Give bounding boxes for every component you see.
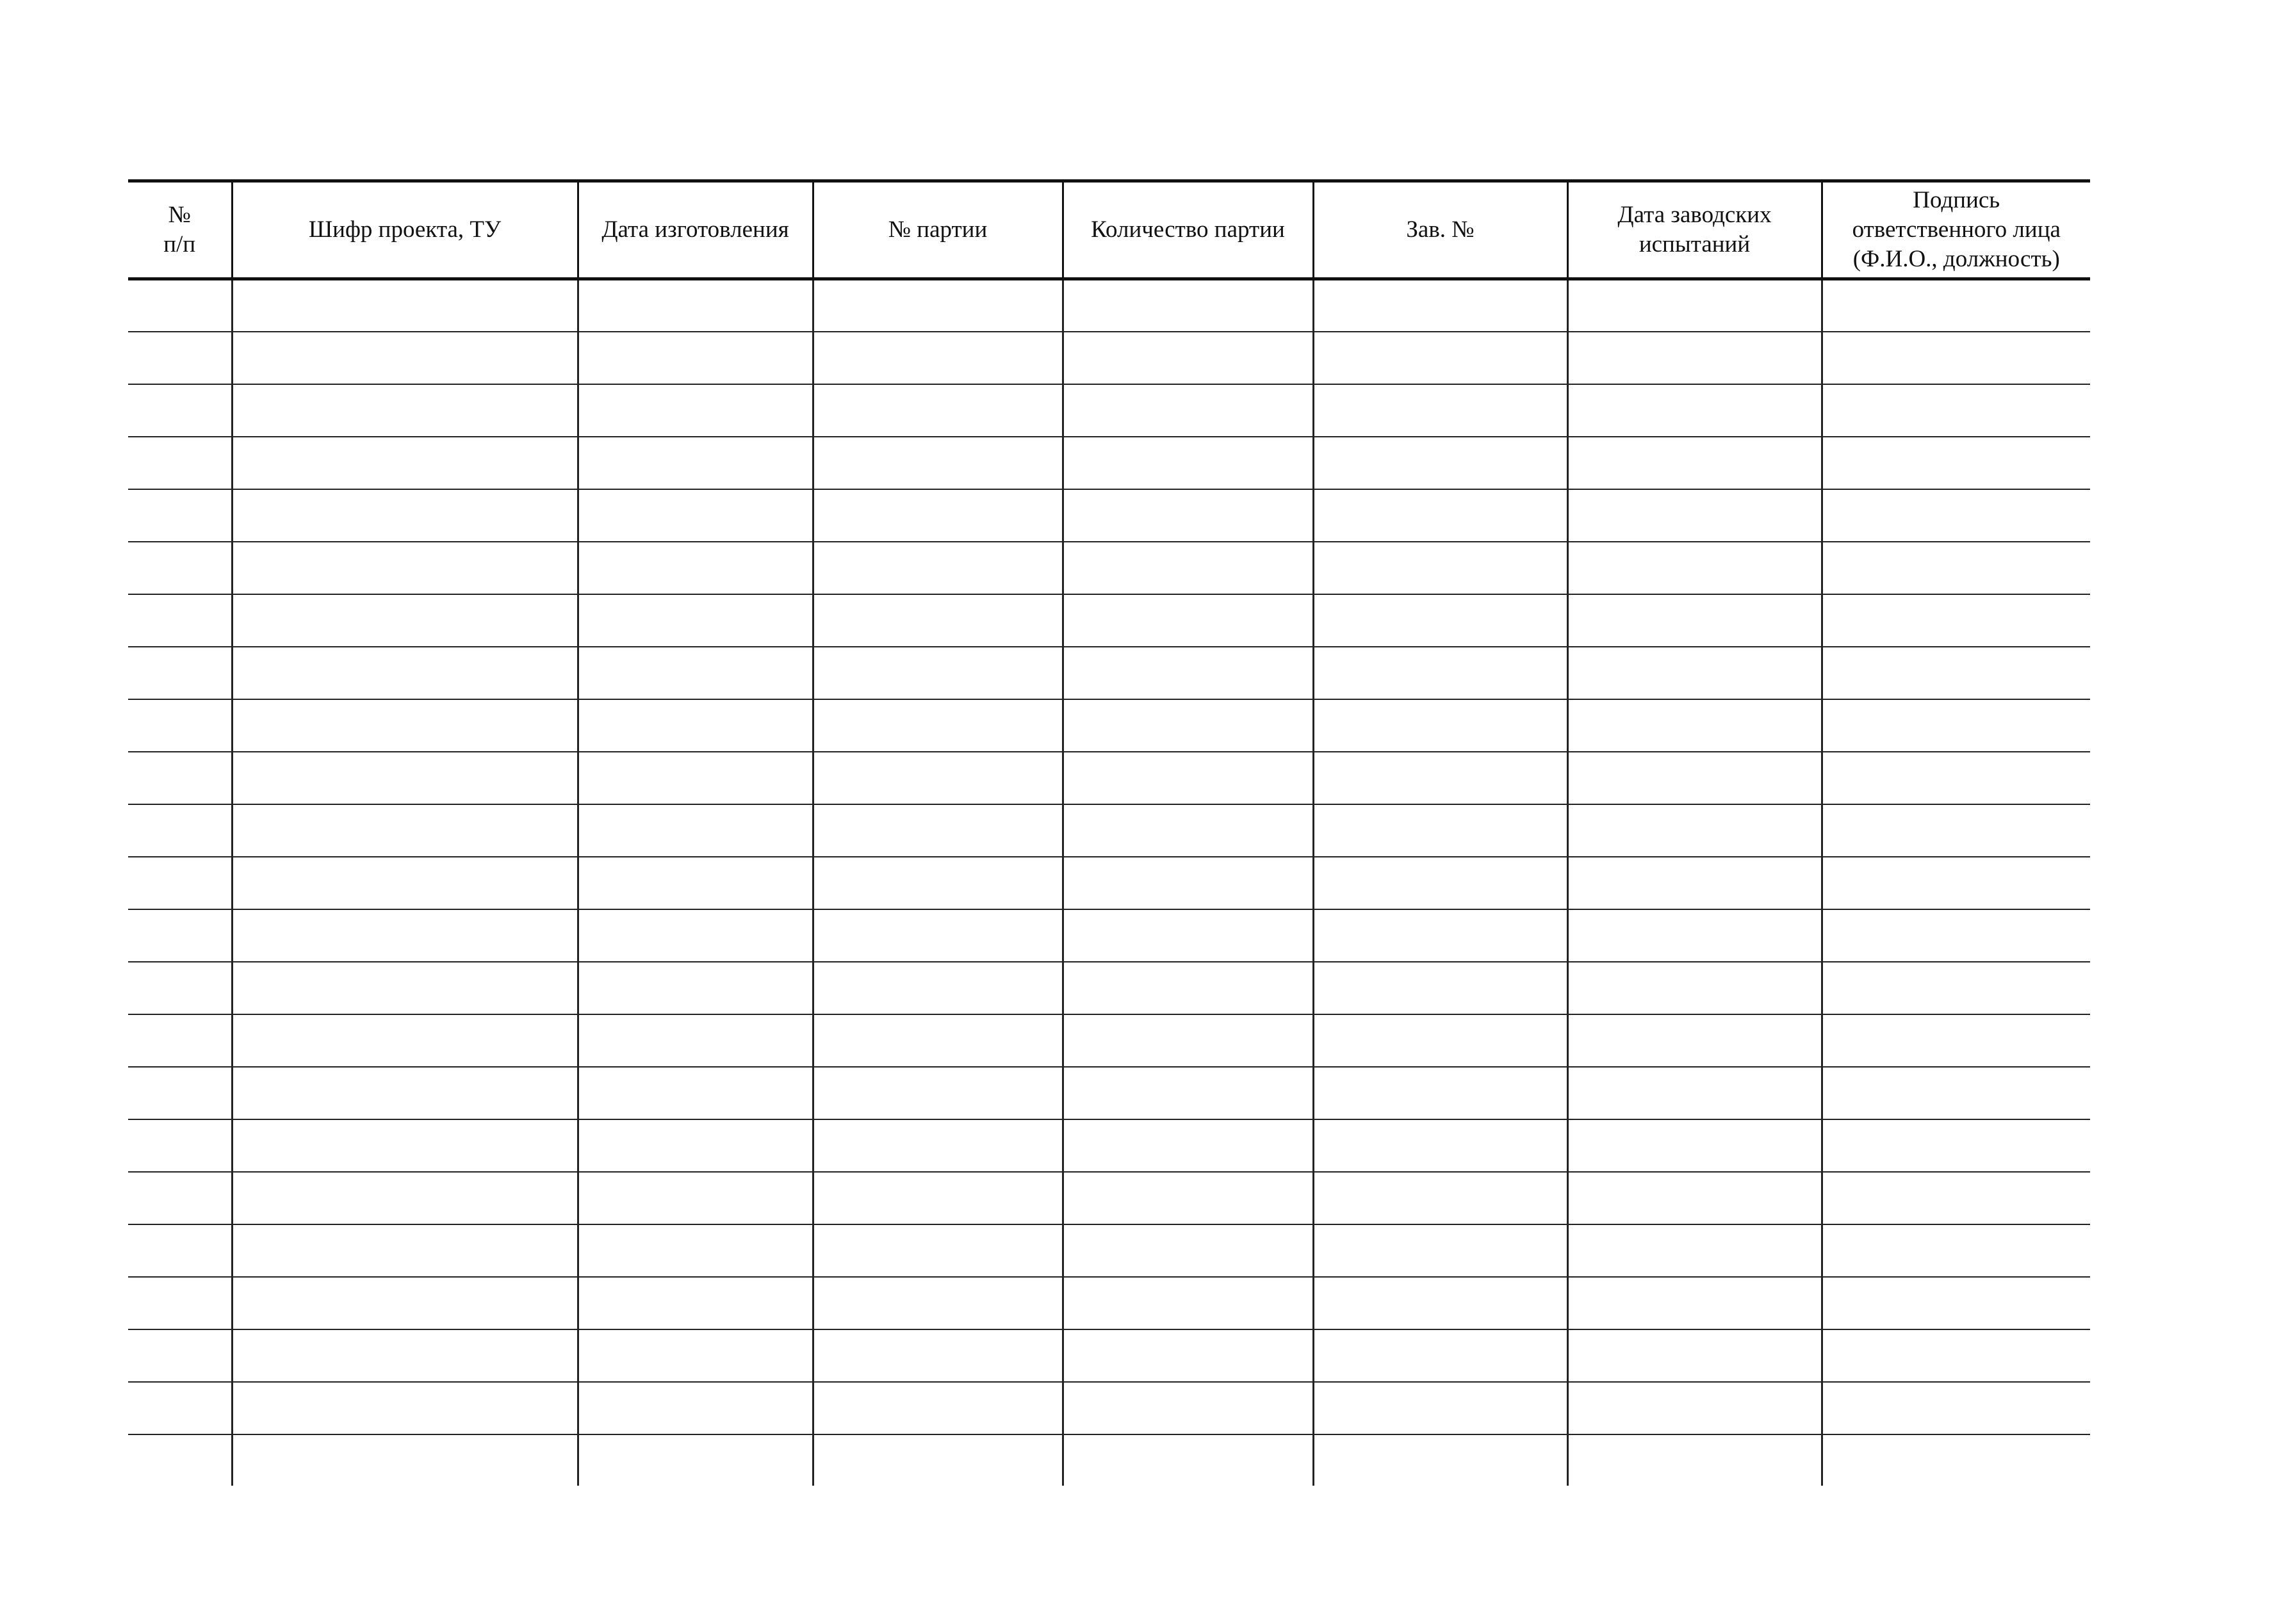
table-cell <box>128 909 232 962</box>
table-row <box>128 1014 2090 1067</box>
table-cell <box>578 699 813 752</box>
table-cell <box>1567 542 1822 594</box>
table-cell <box>1063 594 1313 647</box>
table-cell <box>128 1014 232 1067</box>
table-cell <box>1567 962 1822 1014</box>
table-cell <box>128 1172 232 1224</box>
table-cell <box>813 857 1063 909</box>
table-cell <box>232 699 578 752</box>
table-cell <box>232 437 578 489</box>
table-cell <box>128 857 232 909</box>
table-cell <box>1063 857 1313 909</box>
table-cell <box>813 1277 1063 1329</box>
table-cell <box>1822 909 2090 962</box>
table-cell <box>1313 279 1567 332</box>
table-cell <box>1822 1014 2090 1067</box>
table-row <box>128 752 2090 804</box>
table-cell <box>1567 1277 1822 1329</box>
table-cell <box>1313 1434 1567 1486</box>
table-cell <box>128 1277 232 1329</box>
header-project-code: Шифр проекта, ТУ <box>232 181 578 279</box>
table-cell <box>813 909 1063 962</box>
table-row <box>128 1067 2090 1119</box>
header-number: № п/п <box>128 181 232 279</box>
header-batch-number: № партии <box>813 181 1063 279</box>
table-cell <box>1063 437 1313 489</box>
table-cell <box>1822 1067 2090 1119</box>
table-cell <box>1822 1172 2090 1224</box>
table-row <box>128 1277 2090 1329</box>
table-cell <box>232 594 578 647</box>
table-cell <box>1313 699 1567 752</box>
table-cell <box>1822 752 2090 804</box>
table-cell <box>578 752 813 804</box>
table-cell <box>232 1329 578 1382</box>
table-cell <box>1567 1067 1822 1119</box>
table-cell <box>1567 1119 1822 1172</box>
table-cell <box>1063 804 1313 857</box>
table-cell <box>232 962 578 1014</box>
table-cell <box>1063 1434 1313 1486</box>
table-row <box>128 857 2090 909</box>
table-cell <box>1822 489 2090 542</box>
table-cell <box>578 279 813 332</box>
table-cell <box>128 1067 232 1119</box>
table-cell <box>578 1014 813 1067</box>
table-cell <box>232 804 578 857</box>
table-cell <box>813 1382 1063 1434</box>
table-cell <box>128 1434 232 1486</box>
table-cell <box>1822 279 2090 332</box>
table-cell <box>1063 699 1313 752</box>
table-row <box>128 1329 2090 1382</box>
table-cell <box>232 1382 578 1434</box>
table-cell <box>1063 489 1313 542</box>
table-cell <box>813 279 1063 332</box>
table-row <box>128 332 2090 384</box>
table-cell <box>1313 542 1567 594</box>
header-factory-test-date: Дата заводских испытаний <box>1567 181 1822 279</box>
table-cell <box>1063 1224 1313 1277</box>
table-cell <box>1822 1329 2090 1382</box>
table-cell <box>1063 647 1313 699</box>
table-cell <box>1063 279 1313 332</box>
table-cell <box>1567 857 1822 909</box>
table-row <box>128 962 2090 1014</box>
table-cell <box>578 489 813 542</box>
table-cell <box>1822 1382 2090 1434</box>
table-cell <box>128 752 232 804</box>
table-cell <box>813 1329 1063 1382</box>
table-cell <box>1822 804 2090 857</box>
table-cell <box>1313 332 1567 384</box>
table-cell <box>578 647 813 699</box>
table-cell <box>128 1329 232 1382</box>
table-cell <box>813 594 1063 647</box>
table-cell <box>232 1224 578 1277</box>
table-cell <box>1313 1172 1567 1224</box>
table-cell <box>813 437 1063 489</box>
table-row <box>128 804 2090 857</box>
table-cell <box>128 279 232 332</box>
table-cell <box>1822 857 2090 909</box>
table-row <box>128 542 2090 594</box>
table-cell <box>578 962 813 1014</box>
table-cell <box>1313 384 1567 437</box>
table-row <box>128 437 2090 489</box>
table-cell <box>232 1067 578 1119</box>
table-cell <box>578 1119 813 1172</box>
table-cell <box>1567 1014 1822 1067</box>
table-cell <box>1063 1277 1313 1329</box>
table-cell <box>578 804 813 857</box>
table-cell <box>1313 594 1567 647</box>
table-cell <box>128 384 232 437</box>
table-cell <box>128 962 232 1014</box>
table-cell <box>578 1277 813 1329</box>
table-cell <box>1822 1224 2090 1277</box>
table-cell <box>128 489 232 542</box>
table-cell <box>1567 752 1822 804</box>
table-cell <box>1063 1067 1313 1119</box>
header-signature: Подпись ответственного лица (Ф.И.О., должность) <box>1822 181 2090 279</box>
table-cell <box>128 1382 232 1434</box>
register-table <box>128 179 2090 1486</box>
table-cell <box>1313 1119 1567 1172</box>
header-manufacture-date: Дата изготовления <box>578 181 813 279</box>
header-row <box>128 181 2090 279</box>
table-cell <box>1063 1329 1313 1382</box>
table-cell <box>1313 1329 1567 1382</box>
table-cell <box>1822 332 2090 384</box>
table-cell <box>128 437 232 489</box>
table-cell <box>1567 384 1822 437</box>
table-cell <box>1063 909 1313 962</box>
table-cell <box>1822 542 2090 594</box>
table-cell <box>578 542 813 594</box>
table-cell <box>1822 1277 2090 1329</box>
table-cell <box>1822 384 2090 437</box>
table-cell <box>813 1014 1063 1067</box>
table-cell <box>578 1224 813 1277</box>
table-cell <box>1567 1382 1822 1434</box>
table-row <box>128 594 2090 647</box>
table-cell <box>1313 752 1567 804</box>
table-cell <box>128 332 232 384</box>
table-cell <box>813 384 1063 437</box>
table-cell <box>813 1172 1063 1224</box>
table-row <box>128 1172 2090 1224</box>
table-cell <box>1822 699 2090 752</box>
table-cell <box>128 542 232 594</box>
table-cell <box>1313 437 1567 489</box>
table-cell <box>813 542 1063 594</box>
table-cell <box>232 1277 578 1329</box>
table-row <box>128 1434 2090 1486</box>
table-cell <box>1822 647 2090 699</box>
table-cell <box>232 1014 578 1067</box>
table-cell <box>1063 1382 1313 1434</box>
table-row <box>128 909 2090 962</box>
table-cell <box>813 489 1063 542</box>
table-cell <box>813 1067 1063 1119</box>
table-cell <box>1567 279 1822 332</box>
table-cell <box>128 1224 232 1277</box>
table-row <box>128 489 2090 542</box>
table-cell <box>578 909 813 962</box>
table-cell <box>1063 332 1313 384</box>
table-cell <box>1567 489 1822 542</box>
table-body <box>128 279 2090 1486</box>
table-row <box>128 699 2090 752</box>
table-cell <box>1567 804 1822 857</box>
table-cell <box>1822 437 2090 489</box>
table-cell <box>232 647 578 699</box>
table-cell <box>232 1172 578 1224</box>
table-cell <box>1063 1014 1313 1067</box>
table-cell <box>1567 1434 1822 1486</box>
table-cell <box>1313 489 1567 542</box>
table-cell <box>813 1224 1063 1277</box>
table-cell <box>1063 1172 1313 1224</box>
table-cell <box>232 279 578 332</box>
table-cell <box>1567 332 1822 384</box>
table-cell <box>232 542 578 594</box>
table-cell <box>578 384 813 437</box>
table-cell <box>232 332 578 384</box>
table-cell <box>232 1434 578 1486</box>
table-cell <box>128 1119 232 1172</box>
table-cell <box>1822 1119 2090 1172</box>
table-cell <box>1313 647 1567 699</box>
table-cell <box>128 594 232 647</box>
table-cell <box>1567 1172 1822 1224</box>
header-serial-number: Зав. № <box>1313 181 1567 279</box>
table-cell <box>578 437 813 489</box>
table-cell <box>813 962 1063 1014</box>
table-cell <box>1063 384 1313 437</box>
table-cell <box>232 384 578 437</box>
table-cell <box>232 752 578 804</box>
table-cell <box>1567 594 1822 647</box>
table-cell <box>1822 594 2090 647</box>
table-row <box>128 1119 2090 1172</box>
table-cell <box>128 647 232 699</box>
table-cell <box>1063 962 1313 1014</box>
table-row <box>128 1382 2090 1434</box>
table-cell <box>1567 437 1822 489</box>
table-cell <box>578 1382 813 1434</box>
table-cell <box>1313 1277 1567 1329</box>
table-cell <box>1313 1224 1567 1277</box>
table-cell <box>1313 1382 1567 1434</box>
table-cell <box>1567 647 1822 699</box>
table-cell <box>813 1434 1063 1486</box>
table-cell <box>1567 699 1822 752</box>
table-cell <box>1313 857 1567 909</box>
table-cell <box>813 699 1063 752</box>
table-cell <box>578 1067 813 1119</box>
table-cell <box>1822 962 2090 1014</box>
table-cell <box>1313 962 1567 1014</box>
table-header <box>128 181 2090 279</box>
table-cell <box>1063 542 1313 594</box>
table-cell <box>813 332 1063 384</box>
header-batch-quantity: Количество партии <box>1063 181 1313 279</box>
table-cell <box>1313 909 1567 962</box>
table-cell <box>128 804 232 857</box>
table-cell <box>1567 1224 1822 1277</box>
table-row <box>128 384 2090 437</box>
table-cell <box>1567 1329 1822 1382</box>
table-cell <box>578 857 813 909</box>
table-cell <box>578 1172 813 1224</box>
table-cell <box>813 752 1063 804</box>
table-cell <box>1822 1434 2090 1486</box>
table-cell <box>232 857 578 909</box>
table-cell <box>1063 1119 1313 1172</box>
table-cell <box>128 699 232 752</box>
table-cell <box>232 909 578 962</box>
table-cell <box>1313 1067 1567 1119</box>
table-cell <box>1063 752 1313 804</box>
table-row <box>128 279 2090 332</box>
table-row <box>128 647 2090 699</box>
table-cell <box>232 489 578 542</box>
table-row <box>128 1224 2090 1277</box>
table-cell <box>1313 1014 1567 1067</box>
table-cell <box>1567 909 1822 962</box>
table-cell <box>1313 804 1567 857</box>
table-cell <box>578 594 813 647</box>
table-cell <box>578 1329 813 1382</box>
table-cell <box>232 1119 578 1172</box>
table-cell <box>813 1119 1063 1172</box>
table-cell <box>813 647 1063 699</box>
table-cell <box>578 1434 813 1486</box>
table-cell <box>813 804 1063 857</box>
table-cell <box>578 332 813 384</box>
